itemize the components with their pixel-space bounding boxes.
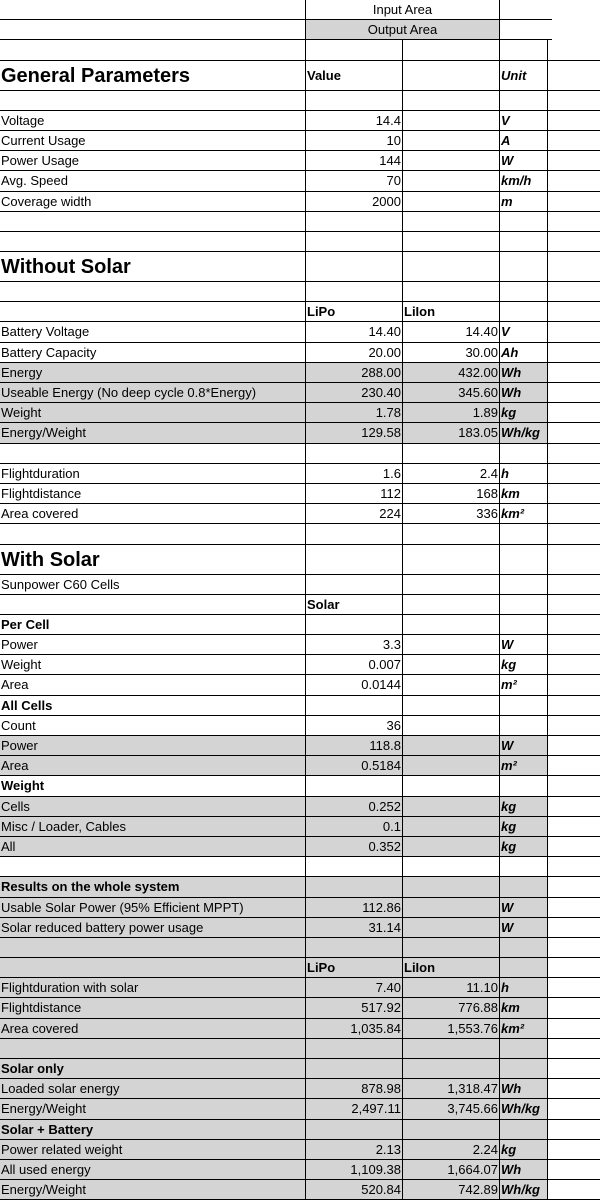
table-row [0,192,600,212]
unit-cell[interactable]: Wh [500,363,548,383]
value-cell-2[interactable]: 742.89 [403,1180,500,1200]
table-row [0,131,600,151]
spacer-row [0,40,600,60]
value-cell-1[interactable]: 0.5184 [306,756,403,776]
value-cell-2[interactable] [403,655,500,675]
unit-cell[interactable] [500,444,548,464]
table-row [0,837,600,857]
value-cell-1[interactable] [306,444,403,464]
empty-cell[interactable] [548,343,600,363]
unit-cell[interactable]: Wh [500,1079,548,1099]
value-cell-2[interactable]: 3,745.66 [403,1099,500,1119]
empty-cell[interactable] [548,1140,600,1160]
table-row [0,403,600,423]
unit-cell[interactable]: kg [500,837,548,857]
unit-cell[interactable]: km [500,484,548,504]
empty-cell[interactable] [548,877,600,897]
unit-cell[interactable]: kg [500,403,548,423]
unit-cell[interactable]: km/h [500,171,548,191]
value-cell-2[interactable]: 14.40 [403,322,500,342]
row-label[interactable]: Energy/Weight [0,1099,306,1119]
row-label[interactable]: Coverage width [0,192,306,212]
empty-cell[interactable] [548,918,600,938]
unit-cell[interactable] [500,1039,548,1059]
unit-cell[interactable]: W [500,635,548,655]
row-label[interactable]: All [0,837,306,857]
table-row [0,343,600,363]
value-cell-1[interactable]: 14.40 [306,322,403,342]
lipo-header: LiPo [306,302,403,322]
value-cell-2[interactable]: 1,664.07 [403,1160,500,1180]
table-row [0,1140,600,1160]
value-cell-2[interactable] [403,1039,500,1059]
empty-cell[interactable] [548,484,600,504]
unit-cell[interactable] [500,938,548,958]
table-row [0,817,600,837]
unit-cell[interactable]: W [500,736,548,756]
table-row [0,111,600,131]
value-cell-1[interactable]: 0.1 [306,817,403,837]
value-cell-2[interactable] [403,736,500,756]
row-label[interactable]: Weight [0,655,306,675]
section-title-without-solar: Without Solar [0,252,306,282]
unit-cell[interactable] [500,958,548,978]
solar-header-row [0,595,600,615]
row-label[interactable] [0,857,306,877]
empty-cell[interactable] [548,675,600,695]
empty-cell[interactable] [500,20,552,40]
value-cell-1[interactable]: 3.3 [306,635,403,655]
general-header-row [0,61,600,91]
empty-cell[interactable] [548,1099,600,1119]
unit-cell[interactable]: Wh/kg [500,423,548,443]
group-header-row [0,776,600,796]
spacer-row [0,1039,600,1059]
value-cell-2[interactable]: 183.05 [403,423,500,443]
unit-cell[interactable]: h [500,464,548,484]
table-row [0,756,600,776]
empty-cell[interactable] [548,1180,600,1200]
empty-cell[interactable] [548,383,600,403]
value-cell-2[interactable]: 432.00 [403,363,500,383]
spacer-row [0,444,600,464]
group-header-row [0,1120,600,1140]
legend-output-row [0,20,600,40]
value-cell-2[interactable] [403,635,500,655]
row-label[interactable]: Solar reduced battery power usage [0,918,306,938]
value-cell-1[interactable] [306,1059,403,1079]
value-cell-1[interactable]: 129.58 [306,423,403,443]
value-cell-2[interactable]: 2.4 [403,464,500,484]
value-cell-1[interactable]: 878.98 [306,1079,403,1099]
row-label[interactable]: Solar + Battery [0,1120,306,1140]
table-row [0,736,600,756]
value-cell-1[interactable]: 36 [306,716,403,736]
value-cell-1[interactable]: 112 [306,484,403,504]
empty-cell[interactable] [548,192,600,212]
value-cell-2[interactable] [403,776,500,796]
row-label[interactable]: Power [0,635,306,655]
empty-cell[interactable] [548,736,600,756]
unit-cell[interactable]: kg [500,817,548,837]
with-solar-header-row [0,545,600,575]
value-cell-1[interactable]: 0.0144 [306,675,403,695]
legend-input-row [0,0,600,20]
subtitle-row [0,575,600,595]
unit-cell[interactable]: h [500,978,548,998]
table-row [0,484,600,504]
value-cell-2[interactable] [403,797,500,817]
table-row [0,151,600,171]
row-label[interactable]: Area [0,675,306,695]
unit-cell[interactable]: kg [500,797,548,817]
row-label[interactable]: Battery Capacity [0,343,306,363]
unit-cell[interactable]: V [500,322,548,342]
row-label[interactable]: Weight [0,403,306,423]
empty-cell[interactable] [548,504,600,524]
value-cell-1[interactable] [306,1039,403,1059]
empty-cell[interactable] [548,131,600,151]
group-header-row [0,615,600,635]
row-label[interactable] [0,444,306,464]
unit-header: Unit [500,61,548,91]
spacer-row [0,282,600,302]
value-cell-1[interactable]: 70 [306,171,403,191]
empty-cell[interactable] [548,171,600,191]
value-cell-1[interactable]: 10 [306,131,403,151]
unit-cell[interactable]: Wh [500,1160,548,1180]
section-title-general: General Parameters [0,61,306,91]
value-cell-2[interactable]: 30.00 [403,343,500,363]
table-row [0,1019,600,1039]
table-row [0,1180,600,1200]
empty-cell[interactable] [548,655,600,675]
empty-cell[interactable] [548,857,600,877]
empty-cell[interactable] [548,1059,600,1079]
row-label[interactable] [0,958,306,978]
row-label[interactable]: Misc / Loader, Cables [0,817,306,837]
row-label[interactable]: Area [0,756,306,776]
value-cell-1[interactable]: 0.252 [306,797,403,817]
value-cell-1[interactable]: 224 [306,504,403,524]
value-cell-2[interactable] [403,1059,500,1079]
row-label[interactable]: Flightduration [0,464,306,484]
value-cell-1[interactable]: 0.352 [306,837,403,857]
row-label[interactable] [0,524,306,544]
row-label[interactable]: Usable Solar Power (95% Efficient MPPT) [0,898,306,918]
value-cell-1[interactable]: 517.92 [306,998,403,1018]
spacer-row [0,524,600,544]
value-cell-2[interactable] [403,756,500,776]
unit-cell[interactable]: V [500,111,548,131]
unit-cell[interactable]: Wh/kg [500,1180,548,1200]
battery-type-header-row [0,958,600,978]
empty-cell[interactable] [548,1079,600,1099]
unit-cell[interactable]: m [500,192,548,212]
value-cell-1[interactable]: 520.84 [306,1180,403,1200]
empty-cell[interactable] [548,464,600,484]
value-cell-2[interactable] [403,817,500,837]
empty-cell[interactable] [0,20,306,40]
row-label[interactable]: Loaded solar energy [0,1079,306,1099]
value-cell-1[interactable]: 1.78 [306,403,403,423]
value-cell-2[interactable] [403,524,500,544]
spacer-row [0,857,600,877]
empty-cell[interactable] [548,151,600,171]
empty-cell[interactable] [548,635,600,655]
table-row [0,655,600,675]
unit-cell[interactable]: W [500,151,548,171]
row-label[interactable] [0,1039,306,1059]
empty-cell[interactable] [500,0,552,20]
empty-cell[interactable] [548,817,600,837]
empty-cell[interactable] [548,716,600,736]
row-label[interactable]: All Cells [0,696,306,716]
row-label[interactable]: Useable Energy (No deep cycle 0.8*Energy) [0,383,306,403]
value-cell-1[interactable]: LiPo [306,958,403,978]
value-cell-2[interactable] [403,615,500,635]
battery-type-header-row [0,302,600,322]
row-label[interactable]: Avg. Speed [0,171,306,191]
value-cell-1[interactable]: 7.40 [306,978,403,998]
unit-cell[interactable] [500,615,548,635]
value-cell-1[interactable] [306,776,403,796]
empty-cell[interactable] [548,1160,600,1180]
unit-cell[interactable]: W [500,898,548,918]
empty-cell[interactable] [548,403,600,423]
liion-header: LiIon [403,302,500,322]
empty-cell[interactable] [548,978,600,998]
value-cell-2[interactable] [403,716,500,736]
empty-cell[interactable] [548,423,600,443]
value-cell-1[interactable] [306,524,403,544]
row-label[interactable]: Flightduration with solar [0,978,306,998]
value-cell-1[interactable]: 288.00 [306,363,403,383]
row-label[interactable]: Area covered [0,504,306,524]
unit-cell[interactable]: km² [500,1019,548,1039]
spacer-row [0,91,600,111]
unit-cell[interactable] [500,524,548,544]
empty-cell[interactable] [0,0,306,20]
row-label[interactable]: Energy/Weight [0,1180,306,1200]
unit-cell[interactable] [500,1120,548,1140]
table-row [0,1160,600,1180]
value-cell-1[interactable] [306,615,403,635]
value-cell-1[interactable]: 0.007 [306,655,403,675]
value-cell-1[interactable] [306,696,403,716]
table-row [0,464,600,484]
value-cell-2[interactable]: 1.89 [403,403,500,423]
table-row [0,383,600,403]
row-label[interactable]: Energy/Weight [0,423,306,443]
row-label[interactable]: Power Usage [0,151,306,171]
value-cell-2[interactable] [403,192,500,212]
row-label[interactable]: Battery Voltage [0,322,306,342]
group-header-row [0,1059,600,1079]
table-row [0,675,600,695]
empty-cell[interactable] [548,938,600,958]
row-label[interactable]: Cells [0,797,306,817]
empty-cell[interactable] [548,111,600,131]
value-cell-2[interactable]: 1,553.76 [403,1019,500,1039]
unit-cell[interactable]: kg [500,655,548,675]
value-cell-1[interactable] [306,857,403,877]
table-row [0,363,600,383]
empty-cell[interactable] [548,898,600,918]
spacer-row [0,212,600,232]
value-cell-2[interactable]: LiIon [403,958,500,978]
unit-cell[interactable]: Ah [500,343,548,363]
value-cell-2[interactable] [403,857,500,877]
value-cell-2[interactable]: 2.24 [403,1140,500,1160]
value-cell-1[interactable]: 230.40 [306,383,403,403]
value-cell-2[interactable] [403,444,500,464]
unit-cell[interactable]: km² [500,504,548,524]
table-row [0,171,600,191]
unit-cell[interactable] [500,877,548,897]
without-solar-header-row [0,252,600,282]
value-cell-2[interactable] [403,837,500,857]
value-cell-2[interactable] [403,898,500,918]
table-row [0,978,600,998]
unit-cell[interactable] [500,1059,548,1079]
value-cell-2[interactable] [403,696,500,716]
row-label[interactable]: Count [0,716,306,736]
value-cell-1[interactable]: 20.00 [306,343,403,363]
value-cell-2[interactable] [403,938,500,958]
row-label[interactable]: Current Usage [0,131,306,151]
value-cell-1[interactable]: 1,035.84 [306,1019,403,1039]
value-cell-1[interactable] [306,938,403,958]
table-row [0,1099,600,1119]
unit-cell[interactable]: A [500,131,548,151]
empty-cell[interactable] [548,363,600,383]
unit-cell[interactable]: Wh [500,383,548,403]
input-area-legend: Input Area [306,0,500,20]
unit-cell[interactable] [500,857,548,877]
spacer-row [0,938,600,958]
value-cell-2[interactable]: 345.60 [403,383,500,403]
value-cell-2[interactable] [403,131,500,151]
row-label[interactable]: Solar only [0,1059,306,1079]
empty-cell[interactable] [548,776,600,796]
output-area-legend: Output Area [306,20,500,40]
value-cell-2[interactable] [403,877,500,897]
table-row [0,1079,600,1099]
empty-cell[interactable] [548,696,600,716]
value-header: Value [306,61,403,91]
empty-cell[interactable] [548,797,600,817]
empty-cell[interactable] [548,756,600,776]
row-label[interactable]: Weight [0,776,306,796]
value-cell-2[interactable] [403,675,500,695]
table-row [0,716,600,736]
row-label[interactable] [0,938,306,958]
row-label[interactable]: Flightdistance [0,484,306,504]
table-row [0,423,600,443]
table-row [0,998,600,1018]
row-label[interactable]: Area covered [0,1019,306,1039]
table-row [0,504,600,524]
unit-cell[interactable] [500,716,548,736]
value-cell-2[interactable]: 776.88 [403,998,500,1018]
group-header-row [0,877,600,897]
empty-cell[interactable] [548,998,600,1018]
solar-col-header: Solar [306,595,403,615]
value-cell-1[interactable]: 2,497.11 [306,1099,403,1119]
group-header-row [0,696,600,716]
value-cell-2[interactable] [403,918,500,938]
section-title-with-solar: With Solar [0,545,306,575]
value-cell-1[interactable]: 14.4 [306,111,403,131]
unit-cell[interactable] [500,776,548,796]
table-row [0,898,600,918]
value-cell-2[interactable]: 11.10 [403,978,500,998]
unit-cell[interactable]: km [500,998,548,1018]
unit-cell[interactable] [500,696,548,716]
value-cell-2[interactable] [403,1120,500,1140]
empty-cell[interactable] [548,1120,600,1140]
row-label[interactable]: Flightdistance [0,998,306,1018]
empty-cell[interactable] [548,615,600,635]
value-cell-1[interactable]: 1.6 [306,464,403,484]
spacer-row [0,232,600,252]
value-cell-1[interactable]: 112.86 [306,898,403,918]
empty-cell[interactable] [548,837,600,857]
value-cell-1[interactable]: 2.13 [306,1140,403,1160]
value-cell-1[interactable] [306,1120,403,1140]
row-label[interactable]: Results on the whole system [0,877,306,897]
row-label[interactable]: Energy [0,363,306,383]
table-row [0,635,600,655]
row-label[interactable]: Power related weight [0,1140,306,1160]
row-label[interactable]: Power [0,736,306,756]
row-label[interactable]: All used energy [0,1160,306,1180]
value-cell-1[interactable]: 31.14 [306,918,403,938]
unit-cell[interactable]: kg [500,1140,548,1160]
unit-cell[interactable]: m² [500,756,548,776]
value-cell-1[interactable]: 1,109.38 [306,1160,403,1180]
row-label[interactable]: Per Cell [0,615,306,635]
value-cell-1[interactable] [306,877,403,897]
value-cell-2[interactable] [403,151,500,171]
empty-cell[interactable] [548,444,600,464]
table-row [0,918,600,938]
table-row [0,797,600,817]
empty-cell[interactable] [548,1019,600,1039]
empty-cell[interactable] [548,524,600,544]
value-cell-1[interactable]: 2000 [306,192,403,212]
table-row [0,322,600,342]
value-cell-2[interactable]: 336 [403,504,500,524]
empty-cell[interactable] [548,958,600,978]
unit-cell[interactable]: Wh/kg [500,1099,548,1119]
empty-cell[interactable] [548,1039,600,1059]
value-cell-2[interactable] [403,111,500,131]
solar-cell-model[interactable]: Sunpower C60 Cells [0,575,306,595]
value-cell-1[interactable]: 118.8 [306,736,403,756]
value-cell-2[interactable] [403,171,500,191]
value-cell-2[interactable]: 1,318.47 [403,1079,500,1099]
value-cell-2[interactable]: 168 [403,484,500,504]
row-label[interactable]: Voltage [0,111,306,131]
unit-cell[interactable]: W [500,918,548,938]
empty-cell[interactable] [548,322,600,342]
value-cell-1[interactable]: 144 [306,151,403,171]
unit-cell[interactable]: m² [500,675,548,695]
